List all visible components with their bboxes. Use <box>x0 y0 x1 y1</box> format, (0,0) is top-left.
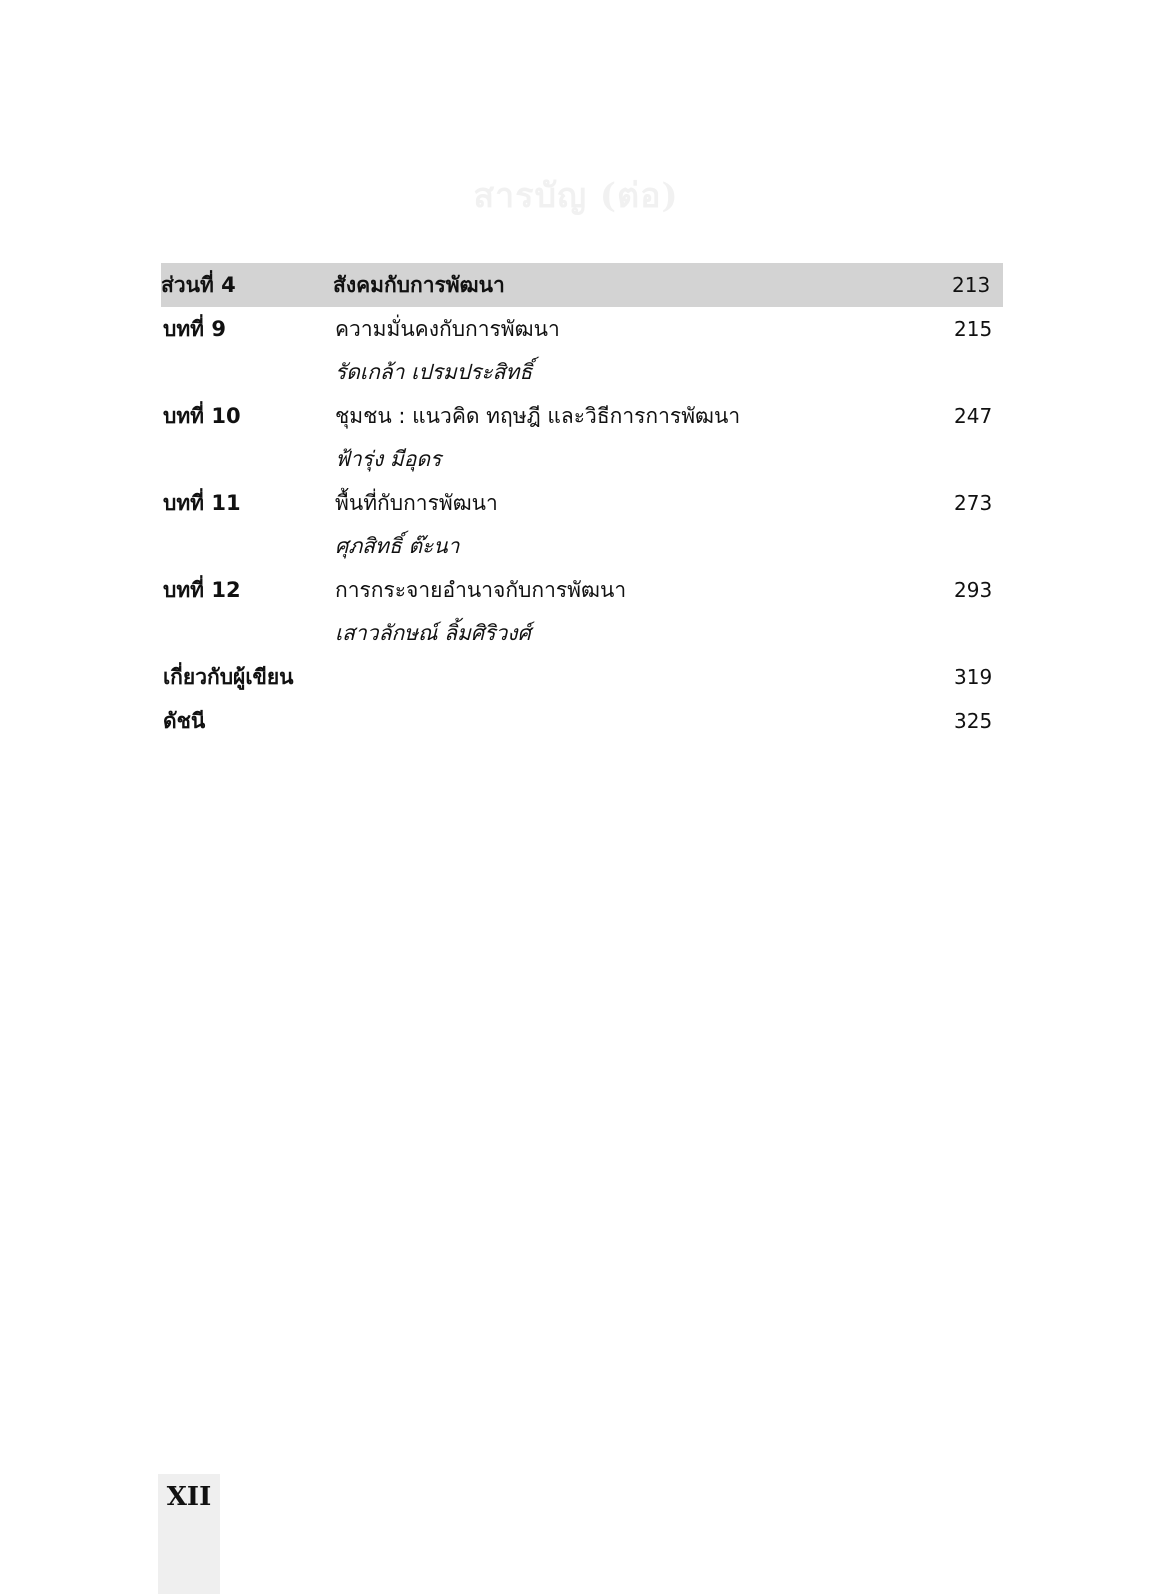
page-number: 293 <box>954 578 993 602</box>
chapter-label: บทที่ 9 <box>163 317 226 341</box>
chapter-title: ชุมชน : แนวคิด ทฤษฎี และวิธีการการพัฒนา <box>335 404 741 428</box>
part-title: สังคมกับการพัฒนา <box>333 273 505 297</box>
page-number: 273 <box>954 491 993 515</box>
toc-heading: สารบัญ (ต่อ) <box>473 176 679 216</box>
toc-section-row[interactable] <box>163 699 1003 743</box>
toc-chapter-row[interactable] <box>163 481 1003 525</box>
toc-author-row <box>163 612 1003 655</box>
toc-list <box>163 263 1003 743</box>
page-number: 215 <box>954 317 993 341</box>
section-label: เกี่ยวกับผู้เขียน <box>163 665 294 689</box>
folio-tab <box>158 1474 220 1594</box>
page-folio: XII <box>166 1482 212 1512</box>
chapter-label: บทที่ 12 <box>163 578 241 602</box>
page-number: 247 <box>954 404 993 428</box>
chapter-label: บทที่ 10 <box>163 404 241 428</box>
chapter-author: ศุภสิทธิ์ ต๊ะนา <box>335 534 460 558</box>
toc-author-row <box>163 438 1003 481</box>
chapter-title: การกระจายอำนาจกับการพัฒนา <box>335 578 627 602</box>
toc-chapter-row[interactable] <box>163 394 1003 438</box>
page-number: 319 <box>954 665 993 689</box>
chapter-author: ฟ้ารุ่ง มีอุดร <box>335 447 442 471</box>
toc-chapter-row[interactable] <box>163 568 1003 612</box>
chapter-title: ความมั่นคงกับการพัฒนา <box>335 317 560 341</box>
page-number: 325 <box>954 709 993 733</box>
toc-part-row[interactable] <box>161 263 1003 307</box>
part-label: ส่วนที่ 4 <box>161 273 236 297</box>
section-label: ดัชนี <box>163 709 206 733</box>
toc-author-row <box>163 525 1003 568</box>
chapter-label: บทที่ 11 <box>163 491 241 515</box>
page-number: 213 <box>952 273 991 297</box>
toc-section-row[interactable] <box>163 655 1003 699</box>
chapter-author: รัดเกล้า เปรมประสิทธิ์ <box>335 360 533 384</box>
toc-chapter-row[interactable] <box>163 307 1003 351</box>
chapter-author: เสาวลักษณ์ ลิ้มศิริวงศ์ <box>335 621 531 645</box>
chapter-title: พื้นที่กับการพัฒนา <box>335 491 498 515</box>
toc-author-row <box>163 351 1003 394</box>
